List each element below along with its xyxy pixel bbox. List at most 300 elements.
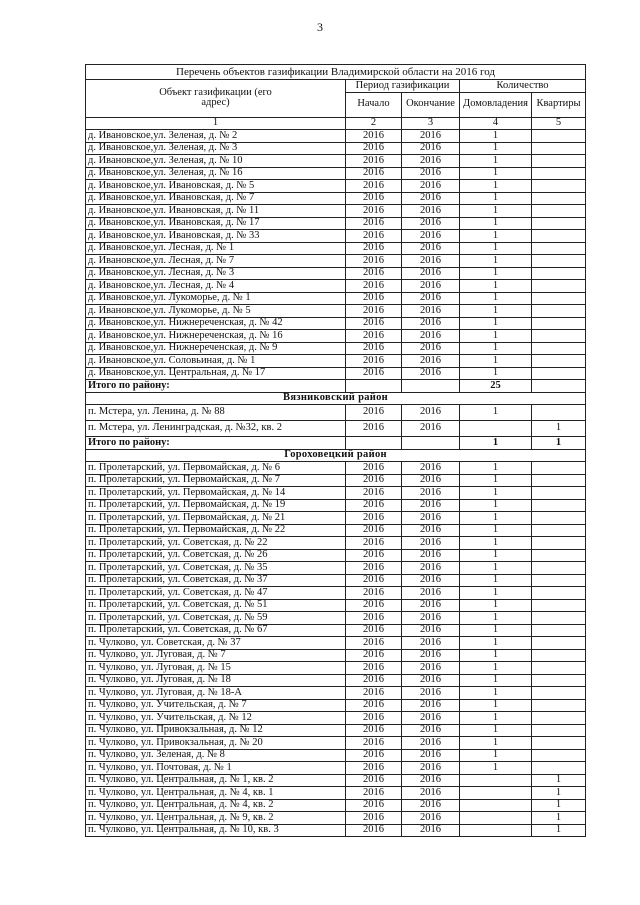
apartments-cell bbox=[532, 674, 586, 687]
address-cell: п. Пролетарский, ул. Первомайская, д. № 7 bbox=[86, 474, 346, 487]
start-year-cell: 2016 bbox=[346, 599, 402, 612]
households-cell: 1 bbox=[460, 192, 532, 205]
apartments-cell bbox=[532, 205, 586, 218]
end-year-cell: 2016 bbox=[402, 812, 460, 825]
start-year-cell: 2016 bbox=[346, 142, 402, 155]
apartments-cell bbox=[532, 637, 586, 650]
start-year-cell: 2016 bbox=[346, 205, 402, 218]
address-cell: д. Ивановское,ул. Нижнереченская, д. № 16 bbox=[86, 330, 346, 343]
households-cell: 1 bbox=[460, 180, 532, 193]
start-year-cell: 2016 bbox=[346, 662, 402, 675]
apartments-cell bbox=[532, 242, 586, 255]
start-year-cell: 2016 bbox=[346, 167, 402, 180]
end-year-cell: 2016 bbox=[402, 180, 460, 193]
column-number: 3 bbox=[402, 117, 460, 130]
end-year-cell: 2016 bbox=[402, 280, 460, 293]
end-year-cell: 2016 bbox=[402, 292, 460, 305]
households-cell: 1 bbox=[460, 762, 532, 775]
households-cell: 1 bbox=[460, 674, 532, 687]
households-cell: 1 bbox=[460, 699, 532, 712]
start-year-cell: 2016 bbox=[346, 649, 402, 662]
table-row bbox=[86, 167, 586, 180]
end-year-cell: 2016 bbox=[402, 267, 460, 280]
households-cell: 1 bbox=[460, 230, 532, 243]
table-row bbox=[86, 799, 586, 812]
table-row bbox=[86, 155, 586, 168]
table-row bbox=[86, 205, 586, 218]
end-year-cell: 2016 bbox=[402, 217, 460, 230]
total-empty-cell bbox=[402, 380, 460, 393]
end-year-cell: 2016 bbox=[402, 774, 460, 787]
apartments-cell: 1 bbox=[532, 787, 586, 800]
address-cell: д. Ивановское,ул. Ивановская, д. № 11 bbox=[86, 205, 346, 218]
households-cell: 1 bbox=[460, 474, 532, 487]
start-year-cell: 2016 bbox=[346, 574, 402, 587]
table-title: Перечень объектов газификации Владимирской области на 2016 год bbox=[86, 65, 586, 80]
households-cell: 1 bbox=[460, 292, 532, 305]
end-year-cell: 2016 bbox=[402, 512, 460, 525]
table-row bbox=[86, 217, 586, 230]
district-total-row bbox=[86, 437, 586, 450]
start-year-cell: 2016 bbox=[346, 724, 402, 737]
page-number: 3 bbox=[317, 20, 323, 34]
table-row bbox=[86, 612, 586, 625]
apartments-cell bbox=[532, 574, 586, 587]
table-row bbox=[86, 787, 586, 800]
households-cell: 1 bbox=[460, 524, 532, 537]
apartments-cell bbox=[532, 462, 586, 475]
apartments-cell bbox=[532, 624, 586, 637]
address-cell: п. Пролетарский, ул. Первомайская, д. № 21 bbox=[86, 512, 346, 525]
address-cell: п. Чулково, ул. Привокзальная, д. № 12 bbox=[86, 724, 346, 737]
apartments-cell bbox=[532, 512, 586, 525]
start-year-cell: 2016 bbox=[346, 130, 402, 143]
address-cell: д. Ивановское,ул. Лесная, д. № 4 bbox=[86, 280, 346, 293]
households-cell: 1 bbox=[460, 649, 532, 662]
end-year-cell: 2016 bbox=[402, 699, 460, 712]
households-cell bbox=[460, 421, 532, 437]
apartments-cell bbox=[532, 474, 586, 487]
households-cell: 1 bbox=[460, 405, 532, 421]
address-cell: п. Пролетарский, ул. Первомайская, д. № 22 bbox=[86, 524, 346, 537]
households-cell: 1 bbox=[460, 562, 532, 575]
address-cell: п. Мстера, ул. Ленина, д. № 88 bbox=[86, 405, 346, 421]
table-row bbox=[86, 724, 586, 737]
households-cell: 1 bbox=[460, 462, 532, 475]
end-year-cell: 2016 bbox=[402, 587, 460, 600]
total-label: Итого по району: bbox=[86, 380, 346, 393]
address-cell: д. Ивановское,ул. Зеленая, д. № 10 bbox=[86, 155, 346, 168]
table-row bbox=[86, 487, 586, 500]
households-cell: 1 bbox=[460, 217, 532, 230]
total-households: 25 bbox=[460, 380, 532, 393]
address-cell: п. Чулково, ул. Луговая, д. № 7 bbox=[86, 649, 346, 662]
address-cell: д. Ивановское,ул. Лесная, д. № 1 bbox=[86, 242, 346, 255]
end-year-cell: 2016 bbox=[402, 421, 460, 437]
column-number: 5 bbox=[532, 117, 586, 130]
households-cell: 1 bbox=[460, 167, 532, 180]
end-year-cell: 2016 bbox=[402, 330, 460, 343]
apartments-cell bbox=[532, 255, 586, 268]
apartments-cell bbox=[532, 192, 586, 205]
address-cell: д. Ивановское,ул. Ивановская, д. № 33 bbox=[86, 230, 346, 243]
start-year-cell: 2016 bbox=[346, 367, 402, 380]
end-year-cell: 2016 bbox=[402, 799, 460, 812]
address-cell: д. Ивановское,ул. Ивановская, д. № 17 bbox=[86, 217, 346, 230]
end-year-cell: 2016 bbox=[402, 487, 460, 500]
table-row bbox=[86, 662, 586, 675]
end-year-cell: 2016 bbox=[402, 624, 460, 637]
table-row bbox=[86, 524, 586, 537]
start-year-cell: 2016 bbox=[346, 799, 402, 812]
table-row bbox=[86, 699, 586, 712]
start-year-cell: 2016 bbox=[346, 587, 402, 600]
table-row bbox=[86, 192, 586, 205]
end-year-cell: 2016 bbox=[402, 549, 460, 562]
table-row bbox=[86, 474, 586, 487]
households-cell bbox=[460, 787, 532, 800]
start-year-cell: 2016 bbox=[346, 737, 402, 750]
start-year-cell: 2016 bbox=[346, 749, 402, 762]
households-cell: 1 bbox=[460, 367, 532, 380]
start-year-cell: 2016 bbox=[346, 242, 402, 255]
apartments-cell bbox=[532, 355, 586, 368]
start-year-cell: 2016 bbox=[346, 562, 402, 575]
households-cell: 1 bbox=[460, 280, 532, 293]
start-year-cell: 2016 bbox=[346, 255, 402, 268]
address-cell: д. Ивановское,ул. Лесная, д. № 3 bbox=[86, 267, 346, 280]
apartments-cell bbox=[532, 230, 586, 243]
apartments-cell bbox=[532, 167, 586, 180]
apartments-cell bbox=[532, 405, 586, 421]
table-row bbox=[86, 749, 586, 762]
apartments-cell bbox=[532, 762, 586, 775]
table-row bbox=[86, 421, 586, 437]
address-cell: п. Пролетарский, ул. Советская, д. № 22 bbox=[86, 537, 346, 550]
total-households: 1 bbox=[460, 437, 532, 450]
end-year-cell: 2016 bbox=[402, 537, 460, 550]
address-cell: п. Пролетарский, ул. Советская, д. № 35 bbox=[86, 562, 346, 575]
apartments-cell bbox=[532, 180, 586, 193]
households-cell: 1 bbox=[460, 255, 532, 268]
table-row bbox=[86, 774, 586, 787]
start-year-cell: 2016 bbox=[346, 230, 402, 243]
end-year-cell: 2016 bbox=[402, 649, 460, 662]
end-year-cell: 2016 bbox=[402, 599, 460, 612]
address-cell: п. Чулково, ул. Центральная, д. № 10, кв. 3 bbox=[86, 824, 346, 837]
apartments-cell bbox=[532, 749, 586, 762]
start-year-cell: 2016 bbox=[346, 637, 402, 650]
start-year-cell: 2016 bbox=[346, 217, 402, 230]
apartments-cell bbox=[532, 662, 586, 675]
apartments-cell bbox=[532, 292, 586, 305]
apartments-cell: 1 bbox=[532, 799, 586, 812]
address-cell: п. Чулково, ул. Советская, д. № 37 bbox=[86, 637, 346, 650]
address-cell: д. Ивановское,ул. Нижнереченская, д. № 9 bbox=[86, 342, 346, 355]
apartments-cell bbox=[532, 130, 586, 143]
start-year-cell: 2016 bbox=[346, 292, 402, 305]
apartments-cell bbox=[532, 737, 586, 750]
table-row bbox=[86, 267, 586, 280]
households-cell: 1 bbox=[460, 712, 532, 725]
address-cell: д. Ивановское,ул. Лесная, д. № 7 bbox=[86, 255, 346, 268]
apartments-cell bbox=[532, 537, 586, 550]
households-cell: 1 bbox=[460, 637, 532, 650]
table-row bbox=[86, 280, 586, 293]
table-row bbox=[86, 462, 586, 475]
table-row bbox=[86, 342, 586, 355]
header-start: Начало bbox=[346, 92, 402, 117]
end-year-cell: 2016 bbox=[402, 762, 460, 775]
households-cell: 1 bbox=[460, 487, 532, 500]
table-row bbox=[86, 599, 586, 612]
end-year-cell: 2016 bbox=[402, 612, 460, 625]
households-cell: 1 bbox=[460, 242, 532, 255]
district-name: Гороховецкий район bbox=[86, 449, 586, 462]
address-cell: д. Ивановское,ул. Нижнереченская, д. № 42 bbox=[86, 317, 346, 330]
apartments-cell: 1 bbox=[532, 421, 586, 437]
start-year-cell: 2016 bbox=[346, 499, 402, 512]
address-cell: д. Ивановское,ул. Ивановская, д. № 7 bbox=[86, 192, 346, 205]
header-period: Период газификации bbox=[346, 80, 460, 93]
apartments-cell bbox=[532, 649, 586, 662]
households-cell: 1 bbox=[460, 574, 532, 587]
table-row bbox=[86, 587, 586, 600]
header-end: Окончание bbox=[402, 92, 460, 117]
table-row bbox=[86, 405, 586, 421]
start-year-cell: 2016 bbox=[346, 342, 402, 355]
apartments-cell bbox=[532, 587, 586, 600]
table-row bbox=[86, 574, 586, 587]
apartments-cell bbox=[532, 562, 586, 575]
end-year-cell: 2016 bbox=[402, 405, 460, 421]
households-cell: 1 bbox=[460, 155, 532, 168]
apartments-cell bbox=[532, 524, 586, 537]
households-cell: 1 bbox=[460, 737, 532, 750]
end-year-cell: 2016 bbox=[402, 574, 460, 587]
column-number: 1 bbox=[86, 117, 346, 130]
gasification-table bbox=[85, 64, 586, 837]
end-year-cell: 2016 bbox=[402, 305, 460, 318]
apartments-cell bbox=[532, 712, 586, 725]
address-cell: п. Чулково, ул. Зеленая, д. № 8 bbox=[86, 749, 346, 762]
header-quantity: Количество bbox=[460, 80, 586, 93]
table-row bbox=[86, 512, 586, 525]
apartments-cell bbox=[532, 217, 586, 230]
start-year-cell: 2016 bbox=[346, 699, 402, 712]
district-header-row bbox=[86, 449, 586, 462]
table-row bbox=[86, 824, 586, 837]
table-row bbox=[86, 367, 586, 380]
address-cell: п. Чулково, ул. Луговая, д. № 18-А bbox=[86, 687, 346, 700]
end-year-cell: 2016 bbox=[402, 749, 460, 762]
table-row bbox=[86, 317, 586, 330]
end-year-cell: 2016 bbox=[402, 524, 460, 537]
address-cell: п. Пролетарский, ул. Первомайская, д. № 6 bbox=[86, 462, 346, 475]
end-year-cell: 2016 bbox=[402, 342, 460, 355]
address-cell: п. Чулково, ул. Учительская, д. № 7 bbox=[86, 699, 346, 712]
address-cell: п. Пролетарский, ул. Первомайская, д. № 19 bbox=[86, 499, 346, 512]
table-row bbox=[86, 130, 586, 143]
households-cell: 1 bbox=[460, 549, 532, 562]
households-cell: 1 bbox=[460, 512, 532, 525]
address-cell: п. Пролетарский, ул. Советская, д. № 37 bbox=[86, 574, 346, 587]
address-cell: п. Чулково, ул. Центральная, д. № 1, кв. 2 bbox=[86, 774, 346, 787]
table-row bbox=[86, 537, 586, 550]
apartments-cell bbox=[532, 612, 586, 625]
address-cell: п. Пролетарский, ул. Советская, д. № 26 bbox=[86, 549, 346, 562]
table-row bbox=[86, 562, 586, 575]
end-year-cell: 2016 bbox=[402, 499, 460, 512]
total-apartments: 1 bbox=[532, 437, 586, 450]
district-total-row bbox=[86, 380, 586, 393]
total-empty-cell bbox=[346, 437, 402, 450]
table-row bbox=[86, 330, 586, 343]
table-row bbox=[86, 292, 586, 305]
start-year-cell: 2016 bbox=[346, 355, 402, 368]
apartments-cell bbox=[532, 342, 586, 355]
address-cell: п. Чулково, ул. Луговая, д. № 18 bbox=[86, 674, 346, 687]
address-cell: д. Ивановское,ул. Лукоморье, д. № 5 bbox=[86, 305, 346, 318]
households-cell bbox=[460, 799, 532, 812]
start-year-cell: 2016 bbox=[346, 180, 402, 193]
address-cell: д. Ивановское,ул. Зеленая, д. № 16 bbox=[86, 167, 346, 180]
header-households: Домовладения bbox=[460, 92, 532, 117]
end-year-cell: 2016 bbox=[402, 155, 460, 168]
start-year-cell: 2016 bbox=[346, 687, 402, 700]
apartments-cell bbox=[532, 699, 586, 712]
apartments-cell bbox=[532, 317, 586, 330]
apartments-cell bbox=[532, 305, 586, 318]
apartments-cell bbox=[532, 487, 586, 500]
apartments-cell bbox=[532, 155, 586, 168]
households-cell: 1 bbox=[460, 537, 532, 550]
end-year-cell: 2016 bbox=[402, 474, 460, 487]
households-cell bbox=[460, 824, 532, 837]
apartments-cell: 1 bbox=[532, 824, 586, 837]
start-year-cell: 2016 bbox=[346, 812, 402, 825]
address-cell: д. Ивановское,ул. Зеленая, д. № 3 bbox=[86, 142, 346, 155]
end-year-cell: 2016 bbox=[402, 637, 460, 650]
address-cell: п. Чулково, ул. Центральная, д. № 9, кв. 2 bbox=[86, 812, 346, 825]
households-cell: 1 bbox=[460, 724, 532, 737]
end-year-cell: 2016 bbox=[402, 687, 460, 700]
end-year-cell: 2016 bbox=[402, 824, 460, 837]
end-year-cell: 2016 bbox=[402, 462, 460, 475]
apartments-cell bbox=[532, 599, 586, 612]
address-cell: д. Ивановское,ул. Соловьиная, д. № 1 bbox=[86, 355, 346, 368]
header-object: Объект газификации (его адрес) bbox=[86, 80, 346, 118]
end-year-cell: 2016 bbox=[402, 317, 460, 330]
table-row bbox=[86, 674, 586, 687]
end-year-cell: 2016 bbox=[402, 712, 460, 725]
start-year-cell: 2016 bbox=[346, 762, 402, 775]
apartments-cell bbox=[532, 724, 586, 737]
table-row bbox=[86, 255, 586, 268]
end-year-cell: 2016 bbox=[402, 355, 460, 368]
table-row bbox=[86, 549, 586, 562]
table-row bbox=[86, 624, 586, 637]
start-year-cell: 2016 bbox=[346, 487, 402, 500]
start-year-cell: 2016 bbox=[346, 474, 402, 487]
table-row bbox=[86, 812, 586, 825]
end-year-cell: 2016 bbox=[402, 205, 460, 218]
households-cell: 1 bbox=[460, 749, 532, 762]
households-cell: 1 bbox=[460, 205, 532, 218]
end-year-cell: 2016 bbox=[402, 167, 460, 180]
start-year-cell: 2016 bbox=[346, 549, 402, 562]
end-year-cell: 2016 bbox=[402, 142, 460, 155]
table-row bbox=[86, 355, 586, 368]
address-cell: п. Пролетарский, ул. Первомайская, д. № 14 bbox=[86, 487, 346, 500]
households-cell: 1 bbox=[460, 305, 532, 318]
total-empty-cell bbox=[402, 437, 460, 450]
address-cell: д. Ивановское,ул. Зеленая, д. № 2 bbox=[86, 130, 346, 143]
start-year-cell: 2016 bbox=[346, 612, 402, 625]
households-cell bbox=[460, 812, 532, 825]
header-apartments: Квартиры bbox=[532, 92, 586, 117]
start-year-cell: 2016 bbox=[346, 405, 402, 421]
table-row bbox=[86, 180, 586, 193]
apartments-cell bbox=[532, 499, 586, 512]
table-row bbox=[86, 499, 586, 512]
end-year-cell: 2016 bbox=[402, 737, 460, 750]
start-year-cell: 2016 bbox=[346, 712, 402, 725]
apartments-cell bbox=[532, 367, 586, 380]
start-year-cell: 2016 bbox=[346, 524, 402, 537]
households-cell: 1 bbox=[460, 267, 532, 280]
start-year-cell: 2016 bbox=[346, 537, 402, 550]
start-year-cell: 2016 bbox=[346, 824, 402, 837]
address-cell: п. Чулково, ул. Учительская, д. № 12 bbox=[86, 712, 346, 725]
address-cell: п. Пролетарский, ул. Советская, д. № 67 bbox=[86, 624, 346, 637]
total-empty-cell bbox=[346, 380, 402, 393]
table-row bbox=[86, 230, 586, 243]
apartments-cell bbox=[532, 687, 586, 700]
end-year-cell: 2016 bbox=[402, 662, 460, 675]
apartments-cell bbox=[532, 549, 586, 562]
address-cell: п. Мстера, ул. Ленинградская, д. №32, кв. 2 bbox=[86, 421, 346, 437]
households-cell: 1 bbox=[460, 317, 532, 330]
table-row bbox=[86, 649, 586, 662]
households-cell: 1 bbox=[460, 130, 532, 143]
households-cell: 1 bbox=[460, 499, 532, 512]
start-year-cell: 2016 bbox=[346, 774, 402, 787]
start-year-cell: 2016 bbox=[346, 421, 402, 437]
end-year-cell: 2016 bbox=[402, 724, 460, 737]
address-cell: д. Ивановское,ул. Лукоморье, д. № 1 bbox=[86, 292, 346, 305]
address-cell: п. Чулково, ул. Привокзальная, д. № 20 bbox=[86, 737, 346, 750]
table-row bbox=[86, 712, 586, 725]
apartments-cell bbox=[532, 267, 586, 280]
total-apartments bbox=[532, 380, 586, 393]
address-cell: п. Чулково, ул. Почтовая, д. № 1 bbox=[86, 762, 346, 775]
start-year-cell: 2016 bbox=[346, 624, 402, 637]
end-year-cell: 2016 bbox=[402, 562, 460, 575]
households-cell: 1 bbox=[460, 662, 532, 675]
households-cell: 1 bbox=[460, 142, 532, 155]
address-cell: п. Чулково, ул. Центральная, д. № 4, кв. 1 bbox=[86, 787, 346, 800]
apartments-cell: 1 bbox=[532, 812, 586, 825]
address-cell: п. Пролетарский, ул. Советская, д. № 59 bbox=[86, 612, 346, 625]
households-cell: 1 bbox=[460, 599, 532, 612]
end-year-cell: 2016 bbox=[402, 192, 460, 205]
start-year-cell: 2016 bbox=[346, 317, 402, 330]
start-year-cell: 2016 bbox=[346, 462, 402, 475]
households-cell: 1 bbox=[460, 330, 532, 343]
column-number: 4 bbox=[460, 117, 532, 130]
start-year-cell: 2016 bbox=[346, 305, 402, 318]
